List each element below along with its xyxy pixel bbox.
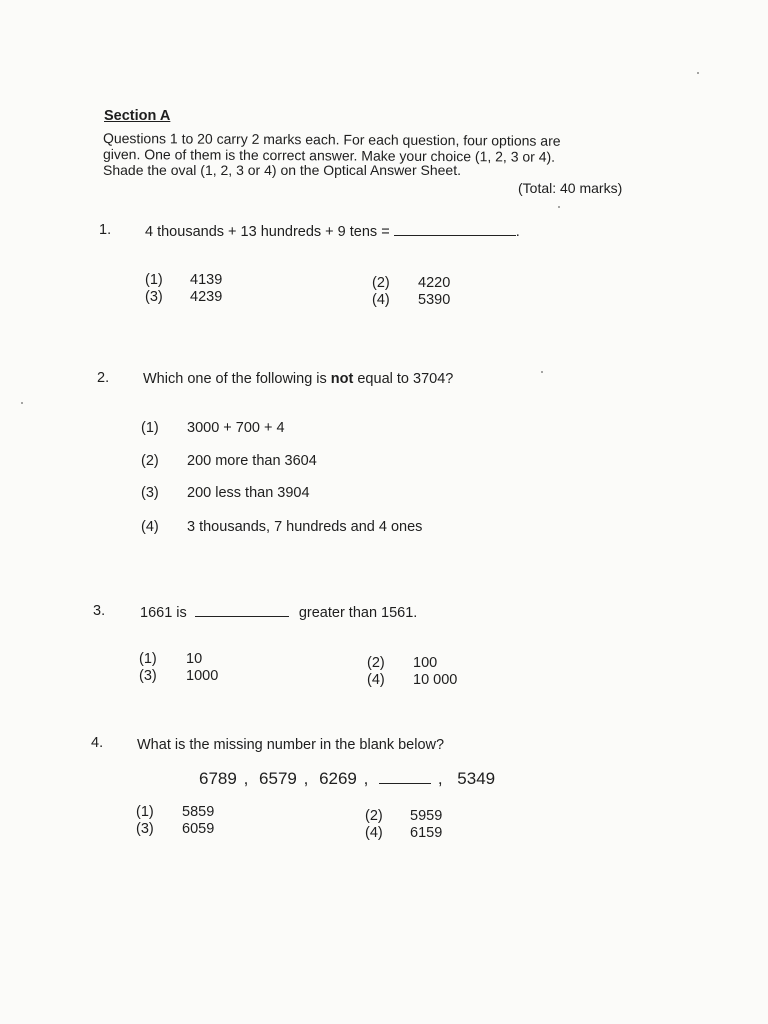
q3-option-4 [367,672,458,688]
instructions-line-3: Shade the oval (1, 2, 3 or 4) on the Optical Answer Sheet. [103,162,461,178]
q3-option-3 [139,668,219,684]
option-value: 5959 [410,808,443,824]
option-value: 1000 [186,668,219,684]
section-title: Section A [104,108,171,124]
option-value: 6159 [410,825,443,841]
answer-blank [195,604,289,617]
instructions-line-2: given. One of them is the correct answer. Make your choice (1, 2, 3 or 4). [102,146,556,165]
question-1-text [145,223,520,240]
option-value: 4139 [190,272,223,288]
q3-option-2 [367,655,438,671]
question-1-number: 1. [99,222,112,238]
q1-option-4 [372,292,451,308]
q2-option-3 [141,485,310,501]
sequence-term-1: 6789 [199,769,237,788]
option-value: 4220 [418,275,451,291]
q1-option-1 [145,272,223,288]
q2-option-2 [141,453,317,469]
option-label: (1) [139,651,157,667]
instructions-line-1: Questions 1 to 20 carry 2 marks each. For each question, four options are [102,130,561,149]
q4-option-2 [365,808,443,824]
option-label: (4) [372,292,390,308]
q1-option-2 [372,275,451,291]
option-value: 6059 [182,821,215,837]
total-marks: (Total: 40 marks) [518,180,623,196]
emphasis-not: not [330,371,354,387]
scan-speck [21,402,23,404]
option-value: 100 [413,655,438,671]
option-value: 4239 [190,289,223,305]
question-4-text: What is the missing number in the blank below? [137,737,445,753]
question-2-text-start: Which one of the following is [143,371,331,387]
option-label: (1) [145,272,163,288]
question-3-text-start: 1661 is [140,605,187,621]
option-label: (4) [141,519,159,535]
sequence-separator: , [363,769,369,788]
sequence-term-5: 5349 [457,769,496,788]
option-label: (2) [141,453,159,469]
option-label: (4) [365,825,383,841]
sequence-term-2: 6579 [259,769,297,788]
scan-speck [697,72,699,74]
option-label: (2) [365,808,383,824]
q4-option-4 [365,825,443,841]
q2-option-4 [141,519,423,535]
option-label: (3) [139,668,157,684]
question-1-end: . [515,224,520,240]
sequence-separator: , [303,769,309,788]
scan-speck [541,371,543,373]
option-label: (4) [367,672,385,688]
q4-option-1 [136,804,215,820]
q2-option-1 [141,420,285,436]
q4-option-3 [136,821,215,837]
question-4-number: 4. [91,735,104,751]
q3-option-1 [139,651,203,667]
option-value: 5390 [418,292,451,308]
option-label: (3) [145,289,163,305]
option-value: 10 [186,651,203,667]
option-value: 5859 [182,804,215,820]
sequence-term-3: 6269 [319,769,357,788]
q1-option-3 [145,289,223,305]
question-3-text-end: greater than 1561. [298,605,418,621]
option-value: 200 less than 3904 [187,485,310,501]
answer-blank [394,223,516,236]
option-label: (1) [141,420,159,436]
question-1-stem: 4 thousands + 13 hundreds + 9 tens = [145,224,390,240]
option-label: (3) [136,821,154,837]
sequence-separator: , [243,769,249,788]
option-label: (1) [136,804,154,820]
question-3-number: 3. [93,603,106,619]
question-2-text-end: equal to 3704? [353,371,454,387]
question-2-text [143,371,453,387]
question-2-number: 2. [97,370,110,386]
number-sequence [199,769,495,789]
option-label: (3) [141,485,159,501]
scan-speck [558,206,560,208]
option-value: 3 thousands, 7 hundreds and 4 ones [187,519,423,535]
option-value: 3000 + 700 + 4 [187,420,285,436]
sequence-separator: , [437,769,443,788]
question-3-text [140,604,417,621]
sequence-blank [379,769,431,784]
option-label: (2) [367,655,385,671]
option-value: 10 000 [413,672,458,688]
option-label: (2) [372,275,390,291]
option-value: 200 more than 3604 [187,453,317,469]
